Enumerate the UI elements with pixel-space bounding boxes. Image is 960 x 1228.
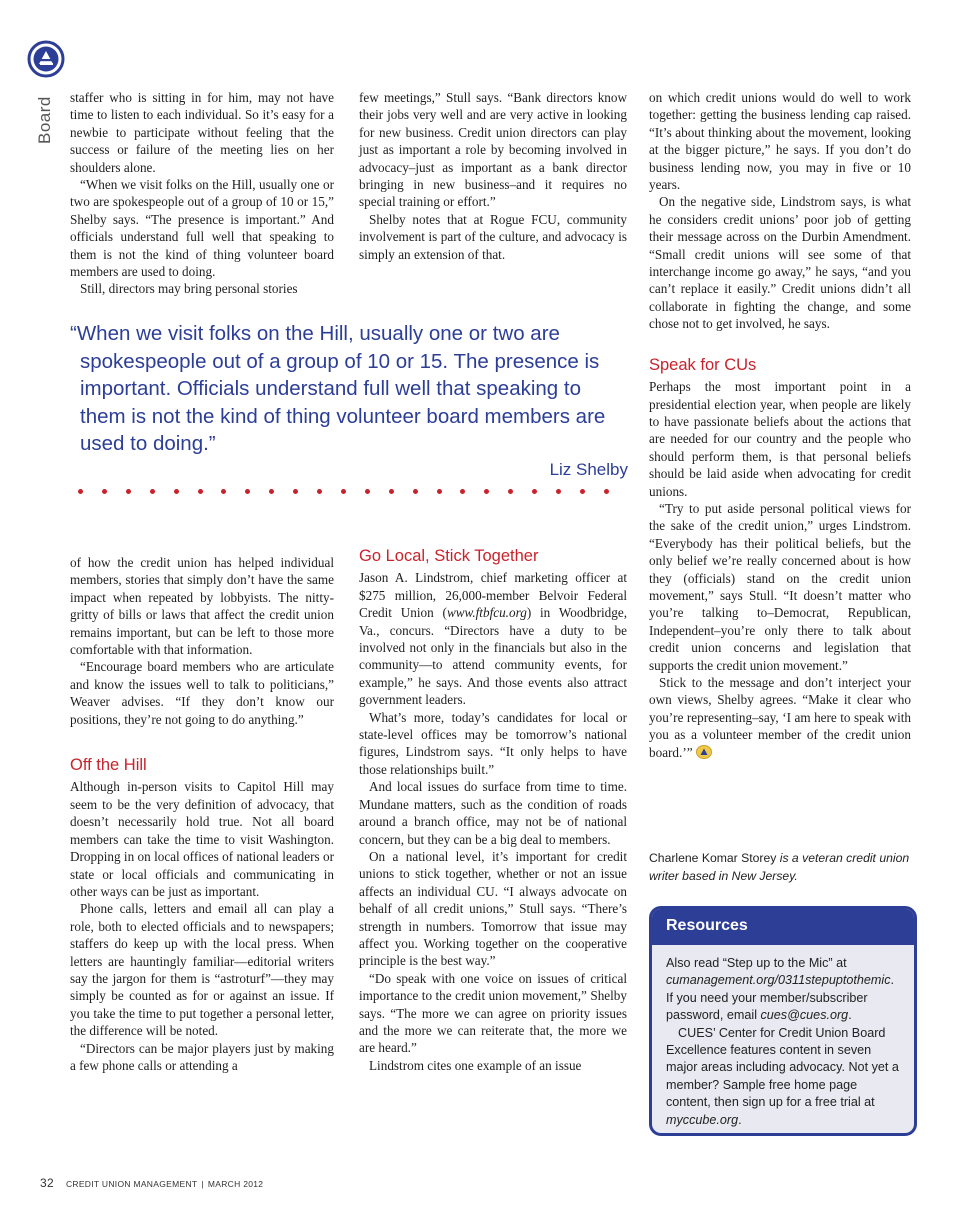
text: ) in Woodbridge, Va., concurs. “Directors have a duty to be involved not only in the financials but also in the community—to attend community events, for example,” he says. And those events also attract government leaders. bbox=[359, 605, 627, 708]
text: Stick to the message and don’t interject your own views, Shelby agrees. “Make it clear who you’re representing–say, ‘I am here to speak with you as a volunteer member of the credit union board.’” bbox=[649, 675, 911, 760]
divider-dot bbox=[269, 489, 274, 494]
resources-body bbox=[652, 945, 914, 1129]
paragraph: few meetings,” Stull says. “Bank directors know their jobs very well and are very active in looking for new business. Credit union directors can play just as important a role by becoming involved in advocacy–just as important as a bank director bringing in new business–and it requires no special training or effort.” bbox=[359, 90, 627, 210]
paragraph bbox=[666, 955, 900, 1025]
text: Jason A. Lindstrom, chief marketing officer at $275 million, 26,000-member Belvoir Federal Credit Union ( bbox=[359, 570, 627, 621]
text: . bbox=[738, 1112, 742, 1127]
text: CUES’ Center for Credit Union Board Excellence features content in seven major areas including advocacy. Not yet a member? Sample free home page content, then sign up for a free trial at bbox=[666, 1025, 899, 1110]
divider-dot bbox=[389, 489, 394, 494]
divider-dot bbox=[460, 489, 465, 494]
pull-quote-attribution: Liz Shelby bbox=[549, 460, 628, 479]
author-description: is a veteran credit union writer based in New Jersey. bbox=[649, 851, 910, 883]
paragraph: And local issues do surface from time to time. Mundane matters, such as the condition of roads around a branch office, may not be of national concern, but they can be a big deal to members. bbox=[359, 779, 627, 847]
column-3 bbox=[649, 89, 911, 761]
text: . If you need your member/subscriber password, email bbox=[666, 973, 894, 1023]
divider-dot bbox=[174, 489, 179, 494]
paragraph: On the negative side, Lindstrom says, is what he considers credit unions’ poor job of getting their message across on the Durbin Amendment. “Small credit unions will see some of that interchange income go away,” he says, “and you can’t replace it easily.” Credit unions didn’t all collaborate in fighting the change, and some chose not to get involved, he says. bbox=[649, 194, 911, 332]
paragraph: of how the credit union has helped individual members, stories that simply don’t have the same impact when repeated by lobbyists. The nitty-gritty of bills or laws that affect the credit union remains important, but can be left to those more comfortable with that information. bbox=[70, 555, 334, 658]
divider-dot bbox=[126, 489, 131, 494]
paragraph: On a national level, it’s important for credit unions to stick together, whether or not an issue affects an individual CU. “I always advocate on behalf of all credit unions,” Stull says. “There’s strength in numbers. Tomorrow that issue may affect you. Working together on the cooperative principle is the best way.” bbox=[359, 848, 627, 969]
heading-off-the-hill: Off the Hill bbox=[70, 756, 147, 775]
divider-dot bbox=[341, 489, 346, 494]
divider-dot bbox=[580, 489, 585, 494]
author-byline bbox=[649, 849, 919, 885]
column-1-bottom bbox=[70, 554, 334, 1074]
divider-dot bbox=[198, 489, 203, 494]
paragraph: Phone calls, letters and email all can play a role, both to elected officials and to newspapers; staffers do keep up with the local press. When letters are hauntingly familiar—editorial writers say the jargon for them is “astroturf”—they may simply be counted as for or against an issue. If you take the time to put together a personal letter, the difference will be noted. bbox=[70, 901, 334, 1039]
divider-dot bbox=[365, 489, 370, 494]
paragraph: Lindstrom cites one example of an issue bbox=[369, 1057, 582, 1073]
divider-dot bbox=[221, 489, 226, 494]
section-label-text: Board bbox=[35, 96, 54, 144]
paragraph: “Directors can be major players just by making a few phone calls or attending a bbox=[70, 1040, 334, 1073]
text: Also read “Step up to the Mic” at bbox=[666, 956, 847, 970]
paragraph: staffer who is sitting in for him, may not have time to listen to each individual. So it’s easy for a newbie to participate without feeling that the success or failure of the meeting lies on her shoulders alone. bbox=[70, 90, 334, 175]
issue-date: MARCH 2012 bbox=[207, 1179, 264, 1189]
pull-quote-text: “When we visit folks on the Hill, usually one or two are spokespeople out of a group of 10 or 15. The presence is important. Officials understand full well that speaking to them is not the kind of thing volunteer board members are used to doing.” bbox=[70, 322, 606, 455]
paragraph: Still, directors may bring personal stories bbox=[80, 281, 298, 297]
cues-logo-icon bbox=[27, 40, 65, 78]
divider-dot bbox=[102, 489, 107, 494]
paragraph: Shelby notes that at Rogue FCU, community involvement is part of the culture, and advocacy is simply an extension of that. bbox=[359, 211, 627, 262]
url-link[interactable]: myccube.org bbox=[666, 1112, 739, 1127]
divider-dot bbox=[604, 489, 609, 494]
section-label bbox=[33, 96, 55, 156]
divider-dot bbox=[317, 489, 322, 494]
resources-box bbox=[649, 906, 917, 1136]
author-name: Charlene Komar Storey bbox=[649, 851, 777, 865]
divider-dot bbox=[532, 489, 537, 494]
column-1-top bbox=[70, 89, 334, 298]
paragraph bbox=[666, 1025, 900, 1129]
url-link[interactable]: cumanagement.org/0311stepuptothemic bbox=[666, 973, 891, 988]
column-2-top bbox=[359, 89, 627, 263]
pull-quote bbox=[70, 320, 630, 479]
divider-dot bbox=[245, 489, 250, 494]
divider-dot bbox=[413, 489, 418, 494]
page-footer bbox=[40, 1176, 263, 1190]
email-link[interactable]: cues@cues.org bbox=[760, 1008, 849, 1023]
dotted-divider bbox=[78, 489, 626, 499]
paragraph: “Try to put aside personal political views for the sake of the credit union,” urges Lindstrom. “Everybody has their political beliefs, but the only belief we’re really concerned about is how they (officials) stand on the credit union movement,” says Stull. “It doesn’t matter who you’re talking to–Democrat, Republican, Independent–you’re only there to talk about credit union concerns and legislation that supports the credit union movement.” bbox=[649, 500, 911, 673]
publication-name: CREDIT UNION MANAGEMENT bbox=[65, 1179, 198, 1189]
paragraph: Perhaps the most important point in a presidential election year, when people are likely to have passionate beliefs about the actions that are needed for our country and the people who should perform them, is that personal beliefs should be laid aside when advocating for credit unions. bbox=[649, 379, 911, 499]
footer-separator: | bbox=[201, 1179, 204, 1189]
paragraph: “Encourage board members who are articulate and know the issues well to talk to politicians,” Weaver advises. “If they don’t know our positions, they’re not going to do anything.” bbox=[70, 659, 334, 727]
paragraph bbox=[359, 569, 627, 708]
url-link[interactable]: www.ftbfcu.org bbox=[446, 605, 527, 621]
paragraph: What’s more, today’s candidates for local or state-level offices may be tomorrow’s national figures, Lindstrom says. “It only helps to have those relationships built.” bbox=[359, 709, 627, 777]
resources-title: Resources bbox=[652, 909, 914, 945]
paragraph: “When we visit folks on the Hill, usually one or two are spokespeople out of a group of 10 or 15,” Shelby says. “The presence is important.” And officials understand full well that speaking to them is not the kind of thing volunteer board members are used to doing. bbox=[70, 177, 334, 280]
paragraph: on which credit unions would do well to work together: getting the business lending cap raised. “It’s about thinking about the movement, looking at the bigger picture,” he says. If you don’t do business lending now, you may in five or 10 years. bbox=[649, 90, 911, 193]
paragraph: Although in-person visits to Capitol Hill may seem to be the very definition of advocacy, that doesn’t necessarily hold true. Not all board members can take the time to visit Washington. Dropping in on local offices of national leaders or state or local officials and communicating in other ways can be just as important. bbox=[70, 779, 334, 899]
divider-dot bbox=[293, 489, 298, 494]
text: . bbox=[848, 1008, 852, 1023]
divider-dot bbox=[484, 489, 489, 494]
divider-dot bbox=[508, 489, 513, 494]
divider-dot bbox=[78, 489, 83, 494]
paragraph: “Do speak with one voice on issues of critical importance to the credit union movement,” Shelby says. “The more we can agree on priority issues and the more we can reiterate that, the more we are heard.” bbox=[359, 970, 627, 1056]
divider-dot bbox=[150, 489, 155, 494]
divider-dot bbox=[556, 489, 561, 494]
divider-dot bbox=[437, 489, 442, 494]
column-2-bottom bbox=[359, 548, 627, 1074]
page-number: 32 bbox=[40, 1176, 54, 1190]
end-mark-icon bbox=[696, 745, 712, 759]
heading-speak-for-cus: Speak for CUs bbox=[649, 355, 757, 374]
heading-go-local: Go Local, Stick Together bbox=[359, 547, 539, 565]
paragraph bbox=[649, 674, 911, 761]
